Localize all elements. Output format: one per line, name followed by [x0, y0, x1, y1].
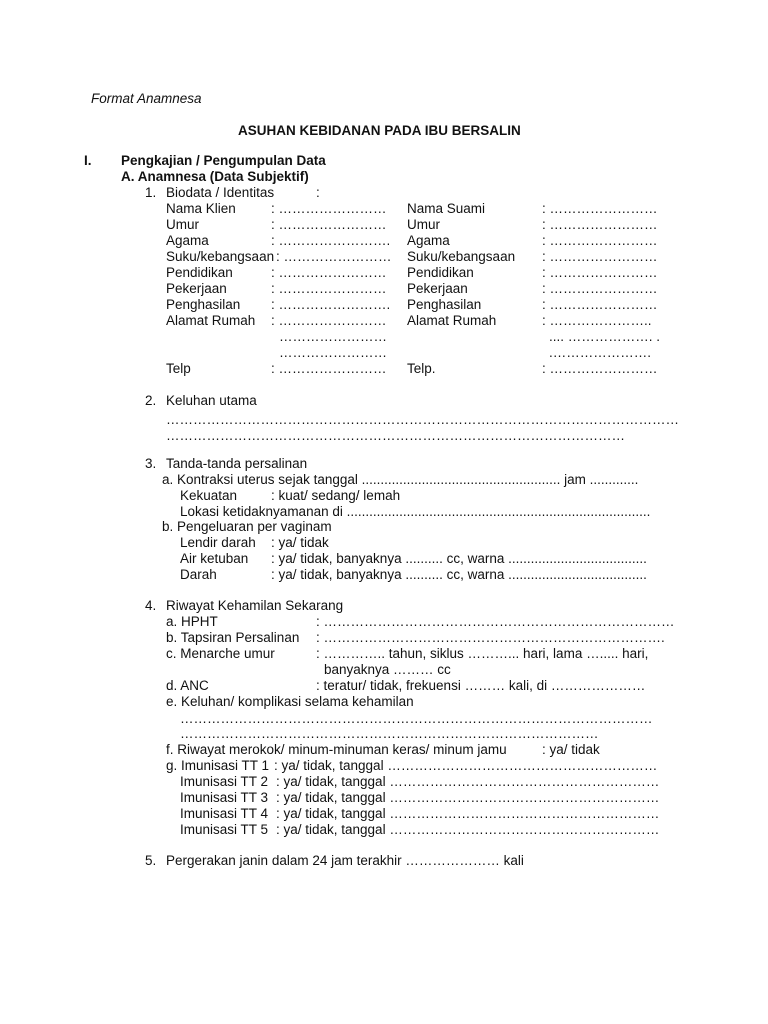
tanda-label: Tanda-tanda persalinan [166, 456, 308, 471]
section-title: Pengkajian / Pengumpulan Data [121, 153, 326, 168]
keluhan-komplikasi-line: ………………………………………………………………………………… [180, 726, 599, 741]
kontraksi-line: a. Kontraksi uterus sejak tanggal ..................................................... jam ............. [162, 472, 639, 487]
klien-address-line: …………………… [279, 329, 387, 344]
klien-label: Alamat Rumah [166, 313, 256, 328]
imunisasi-tt-value: : ya/ tidak, tanggal …………………………………………………… [276, 790, 660, 805]
tapsiran-value: : …………………………………………………………………. [316, 630, 665, 645]
klien-label: Pekerjaan [166, 281, 227, 296]
suami-value: : …………………… [542, 201, 658, 216]
anc-label: d. ANC [166, 678, 209, 693]
klien-value: : …………………… [271, 217, 387, 232]
klien-value: : …………………… [271, 313, 387, 328]
hpht-label: a. HPHT [166, 614, 218, 629]
suami-value: : …………………… [542, 217, 658, 232]
keluhan-label: Keluhan utama [166, 393, 257, 408]
anc-value: : teratur/ tidak, frekuensi ……… kali, di ………………… [316, 678, 646, 693]
pengeluaran-label: b. Pengeluaran per vaginam [162, 519, 332, 534]
tanda-number: 3. [145, 456, 157, 471]
suami-value: : …………………… [542, 233, 658, 248]
lendir-value: : ya/ tidak [271, 535, 329, 550]
imunisasi-tt-label: g. Imunisasi TT 1 [166, 758, 270, 773]
suami-label: Nama Suami [407, 201, 486, 216]
merokok-label: f. Riwayat merokok/ minum-minuman keras/ minum jamu [166, 742, 507, 757]
klien-value: : ……………………. [271, 233, 391, 248]
air-ketuban-value: : ya/ tidak, banyaknya .......... cc, warna ..................................... [271, 551, 647, 566]
klien-value: : ……………………. [271, 297, 391, 312]
pergerakan-text: Pergerakan janin dalam 24 jam terakhir ………………… kali [166, 853, 524, 868]
suami-label: Pendidikan [407, 265, 474, 280]
klien-value: : …………………… [271, 265, 387, 280]
suami-address-line: .... ………………. . [549, 329, 661, 344]
suami-label: Umur [407, 217, 440, 232]
subsection-a-title: A. Anamnesa (Data Subjektif) [121, 169, 309, 184]
biodata-colon: : [316, 185, 320, 200]
klien-label: Nama Klien [166, 201, 236, 216]
menarche-value: : ………….. tahun, siklus ………... hari, lama …..... hari, [316, 646, 649, 661]
imunisasi-tt-value: : ya/ tidak, tanggal …………………………………………………… [274, 758, 658, 773]
biodata-label: Biodata / Identitas [166, 185, 275, 200]
imunisasi-tt-label: Imunisasi TT 4 [180, 806, 269, 821]
suami-label: Alamat Rumah [407, 313, 497, 328]
suami-telp-value: : …………………… [542, 361, 658, 376]
suami-label: Penghasilan [407, 297, 482, 312]
tapsiran-label: b. Tapsiran Persalinan [166, 630, 300, 645]
keluhan-number: 2. [145, 393, 157, 408]
air-ketuban-label: Air ketuban [180, 551, 249, 566]
imunisasi-tt-value: : ya/ tidak, tanggal …………………………………………………… [276, 822, 660, 837]
lendir-label: Lendir darah [180, 535, 256, 550]
imunisasi-tt-label: Imunisasi TT 2 [180, 774, 269, 789]
imunisasi-tt-value: : ya/ tidak, tanggal …………………………………………………… [276, 806, 660, 821]
format-label: Format Anamnesa [91, 91, 202, 106]
pergerakan-number: 5. [145, 853, 157, 868]
imunisasi-tt-label: Imunisasi TT 5 [180, 822, 269, 837]
hpht-value: : …………………………………………………………………… [316, 614, 675, 629]
klien-label: Umur [166, 217, 199, 232]
suami-label: Pekerjaan [407, 281, 468, 296]
suami-label: Agama [407, 233, 450, 248]
keluhan-komplikasi-label: e. Keluhan/ komplikasi selama kehamilan [166, 694, 414, 709]
riwayat-label: Riwayat Kehamilan Sekarang [166, 598, 344, 613]
imunisasi-tt-label: Imunisasi TT 3 [180, 790, 269, 805]
imunisasi-tt-value: : ya/ tidak, tanggal …………………………………………………… [276, 774, 660, 789]
document-title: ASUHAN KEBIDANAN PADA IBU BERSALIN [238, 123, 521, 138]
klien-label: Penghasilan [166, 297, 241, 312]
merokok-value: : ya/ tidak [542, 742, 600, 757]
klien-address-line: …………………… [279, 345, 387, 360]
klien-telp-label: Telp [166, 361, 191, 376]
suami-value: : ………………….. [542, 313, 652, 328]
menarche-value-cont: banyaknya ……… cc [324, 662, 451, 677]
darah-label: Darah [180, 567, 217, 582]
suami-telp-label: Telp. [407, 361, 436, 376]
suami-address-line: .…………………. [549, 345, 652, 360]
klien-value: : …………………… [271, 201, 387, 216]
section-number: I. [84, 153, 92, 168]
keluhan-komplikasi-line: …………………………………………………………………………………………… [180, 711, 653, 726]
klien-label: Agama [166, 233, 209, 248]
suami-value: : …………………… [542, 265, 658, 280]
keluhan-line: ………………………………………………………………………………………… [166, 428, 625, 443]
suami-label: Suku/kebangsaan [407, 249, 516, 264]
kekuatan-label: Kekuatan [180, 488, 238, 503]
klien-telp-value: : …………………… [271, 361, 387, 376]
klien-label: Suku/kebangsaan [166, 249, 275, 264]
suami-value: : …………………… [542, 281, 658, 296]
klien-value: : …………………… [276, 249, 392, 264]
lokasi-line: Lokasi ketidaknyamanan di ................................................................................. [180, 504, 651, 519]
keluhan-line: …………………………………………………………………………………………………… [166, 412, 679, 427]
menarche-label: c. Menarche umur [166, 646, 275, 661]
suami-value: : …………………… [542, 249, 658, 264]
suami-value: : …………………… [542, 297, 658, 312]
klien-value: : …………………… [271, 281, 387, 296]
biodata-number: 1. [145, 185, 157, 200]
kekuatan-value: : kuat/ sedang/ lemah [271, 488, 401, 503]
darah-value: : ya/ tidak, banyaknya .......... cc, warna ..................................... [271, 567, 647, 582]
riwayat-number: 4. [145, 598, 157, 613]
klien-label: Pendidikan [166, 265, 233, 280]
